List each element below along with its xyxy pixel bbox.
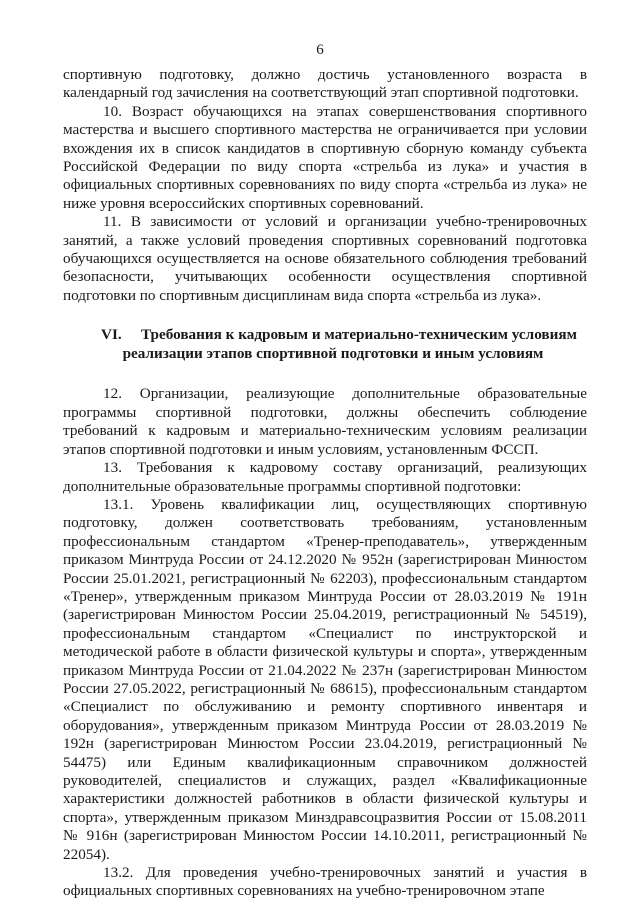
section-title-line-1: Требования к кадровым и материально-техническим условиям (141, 326, 577, 344)
paragraph-12: 12. Организации, реализующие дополнительные образовательные программы спортивной подготовки, должны обеспечить соблюдение требований к кадровым и материально-техническим условиям реализации этапов спортивной подготовки и иным условиям, установленным ФССП. (63, 385, 587, 458)
document-body (63, 66, 587, 901)
paragraph-13-1: 13.1. Уровень квалификации лиц, осуществляющих спортивную подготовку, должен соответствовать требованиям, установленным профессиональным стандартом «Тренер-преподаватель», утвержденным приказом Минтруда России от 24.12.2020 № 952н (зарегистрирован Минюстом России 25.01.2021, регистрационный № 62203), профессиональным стандартом «Тренер», утвержденным приказом Минтруда России от 28.03.2019 № 191н (зарегистрирован Минюстом России 25.04.2019, регистрационный № 54519), профессиональным стандартом «Специалист по инструкторской и методической работе в области физической культуры и спорта», утвержденным приказом Минтруда России от 21.04.2022 № 237н (зарегистрирован Минюстом России 27.05.2022, регистрационный № 68615), профессиональным стандартом «Специалист по обслуживанию и ремонту спортивного инвентаря и оборудования», утвержденным приказом Минтруда России от 28.03.2019 № 192н (зарегистрирован Минюстом России 23.04.2019, регистрационный № 54475) или Единым квалификационным справочником должностей руководителей, специалистов и служащих, раздел «Квалификационные характеристики должностей работников в области физической культуры и спорта», утвержденным приказом Минздравсоцразвития России от 15.08.2011 № 916н (зарегистрирован Минюстом России 14.10.2011, регистрационный № 22054). (63, 495, 587, 863)
paragraph-9-continuation: спортивную подготовку, должно достичь установленного возраста в календарный год зачисления на соответствующий этап спортивной подготовки. (63, 66, 587, 102)
section-title-line-2: реализации этапов спортивной подготовки и иным условиям (122, 344, 544, 362)
page-number: 6 (316, 42, 324, 58)
paragraph-10: 10. Возраст обучающихся на этапах совершенствования спортивного мастерства и высшего спортивного мастерства не ограничивается при условии вхождения их в список кандидатов в спортивную сборную команду субъекта Российской Федерации по виду спорта «стрельба из лука» и участия в официальных спортивных соревнованиях по виду спорта «стрельба из лука» не ниже уровня всероссийских спортивных соревнований. (63, 102, 587, 212)
paragraph-13-2: 13.2. Для проведения учебно-тренировочных занятий и участия в официальных спортивных соревнованиях на учебно-тренировочном этапе (63, 864, 587, 900)
paragraph-13: 13. Требования к кадровому составу организаций, реализующих дополнительные образовательные программы спортивной подготовки: (63, 459, 587, 495)
section-number: VI. (101, 326, 122, 344)
section-heading (63, 326, 587, 363)
paragraph-11: 11. В зависимости от условий и организации учебно-тренировочных занятий, а также условий проведения спортивных соревнований подготовка обучающихся осуществляется на основе обязательного соблюдения требований безопасности, учитывающих особенности осуществления спортивной подготовки по спортивным дисциплинам вида спорта «стрельба из лука». (63, 213, 587, 304)
